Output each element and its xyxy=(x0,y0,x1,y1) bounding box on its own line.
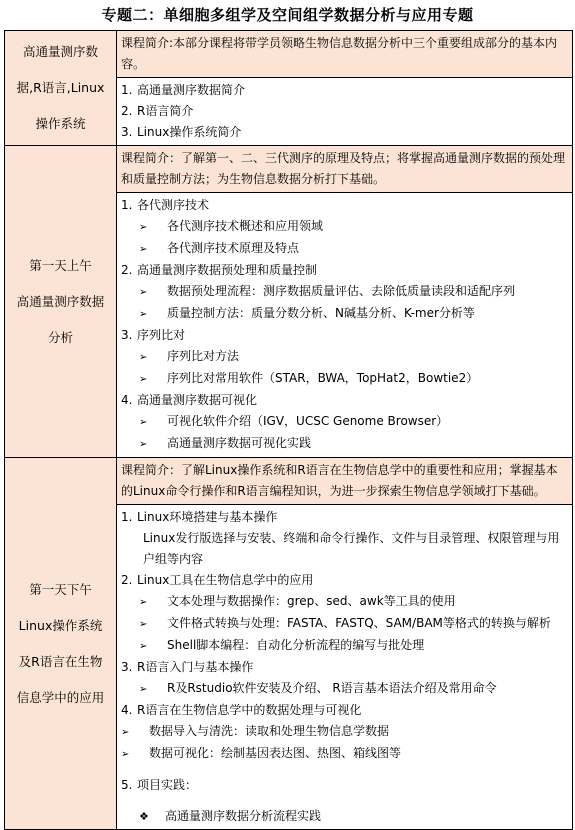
section-2-intro: 课程简介：了解Linux操作系统和R语言在生物信息学中的重要性和应用；掌握基本的Linux命令行操作和R语言编程知识，为进一步探索生物信息学领域打下基础。 xyxy=(117,458,573,505)
section-2-content xyxy=(117,505,573,830)
arrow-bullet-icon: ➢ xyxy=(139,619,148,630)
sub-item-text: 数据导入与清洗：读取和处理生物信息学数据 xyxy=(149,724,390,738)
item-text: Linux操作系统简介 xyxy=(137,125,242,139)
item-text: R语言简介 xyxy=(137,104,194,118)
diamond-bullet-icon: ❖ xyxy=(139,810,149,823)
arrow-bullet-icon: ➢ xyxy=(139,309,148,320)
list-item xyxy=(121,80,568,101)
sub-item-text: 文本处理与数据操作：grep、sed、awk等工具的使用 xyxy=(167,594,456,608)
arrow-bullet-icon: ➢ xyxy=(139,374,148,385)
arrow-bullet-icon: ➢ xyxy=(139,417,148,428)
item-text: R语言入门与基本操作 xyxy=(137,660,254,674)
section-2-label xyxy=(5,458,117,830)
section-0-intro: 课程简介:本部分课程将带学员领略生物信息数据分析中三个重要组成部分的基本内容。 xyxy=(117,31,573,78)
sub-item-text: 各代测序技术原理及特点 xyxy=(167,241,300,255)
sub-item-text: 文件格式转换与处理：FASTA、FASTQ、SAM/BAM等格式的转换与解析 xyxy=(167,616,551,630)
sub-item-text: Shell脚本编程：自动化分析流程的编写与批处理 xyxy=(167,638,425,652)
sub-item-text: 高通量测序数据分析流程实践 xyxy=(165,809,322,823)
section-label-line: 高通量测序数据 xyxy=(16,293,105,309)
item-text: 高通量测序数据预处理和质量控制 xyxy=(137,263,318,277)
arrow-bullet-icon: ➢ xyxy=(139,287,148,298)
item-number: 1. xyxy=(121,198,133,212)
item-text: 各代测序技术 xyxy=(137,198,210,212)
arrow-bullet-icon: ➢ xyxy=(139,352,148,363)
arrow-bullet-icon: ➢ xyxy=(121,727,130,738)
item-number: 3. xyxy=(121,125,133,139)
arrow-bullet-icon: ➢ xyxy=(139,244,148,255)
sub-item-text: 质量控制方法：质量分数分析、N碱基分析、K-mer分析等 xyxy=(167,306,475,320)
section-2-intro-row xyxy=(5,458,573,505)
sub-item-text: R及Rstudio软件安装及介绍、 R语言基本语法介绍及常用命令 xyxy=(167,681,497,695)
arrow-bullet-icon: ➢ xyxy=(139,439,148,450)
sub-item-text: 数据预处理流程：测序数据质量评估、去除低质量读段和适配序列 xyxy=(167,284,516,298)
arrow-bullet-icon: ➢ xyxy=(139,597,148,608)
item-number: 2. xyxy=(121,263,133,277)
section-0-intro-row xyxy=(5,31,573,78)
section-label-line: 操作系统 xyxy=(35,116,86,131)
section-0-content xyxy=(117,78,573,146)
section-1-label xyxy=(5,146,117,458)
section-label-line: 信息学中的应用 xyxy=(16,689,105,705)
section-label-line: 第一天下午 xyxy=(29,581,92,597)
section-label-line: 第一天上午 xyxy=(29,257,92,273)
item-text: 高通量测序数据简介 xyxy=(137,83,246,97)
section-1-intro: 课程简介：了解第一、二、三代测序的原理及特点；将掌握高通量测序数据的预处理和质量控制方法；为生物信息数据分析打下基础。 xyxy=(117,146,573,193)
item-text: 高通量测序数据可视化 xyxy=(137,393,258,407)
document-title: 专题二：单细胞多组学及空间组学数据分析与应用专题 xyxy=(101,6,474,24)
sub-item-text: 数据可视化：绘制基因表达图、热图、箱线图等 xyxy=(149,746,402,760)
item-text: Linux环境搭建与基本操作 xyxy=(137,510,278,524)
section-1-intro-row xyxy=(5,146,573,193)
arrow-bullet-icon: ➢ xyxy=(121,749,130,760)
section-0-label xyxy=(5,31,117,146)
item-number: 5. xyxy=(121,778,133,792)
item-paragraph: Linux发行版选择与安装、终端和命令行操作、文件与目录管理、权限管理与用户组等内容 xyxy=(143,531,560,566)
arrow-bullet-icon: ➢ xyxy=(139,684,148,695)
item-text: 序列比对 xyxy=(137,328,186,342)
syllabus-table xyxy=(4,30,573,830)
item-text: R语言在生物信息学中的数据处理与可视化 xyxy=(137,703,362,717)
item-text: Linux工具在生物信息学中的应用 xyxy=(137,573,314,587)
section-label-line: 据,R语言,Linux xyxy=(16,80,105,95)
item-text: 项目实践： xyxy=(137,778,198,792)
sub-item-text: 可视化软件介绍（IGV，UCSC Genome Browser） xyxy=(167,414,449,428)
section-label-line: 分析 xyxy=(47,329,73,345)
item-number: 4. xyxy=(121,393,133,407)
section-label-line: 及R语言在生物 xyxy=(18,653,103,669)
item-number: 3. xyxy=(121,660,133,674)
sub-item-text: 序列比对方法 xyxy=(167,349,240,363)
arrow-bullet-icon: ➢ xyxy=(139,222,148,233)
item-number: 2. xyxy=(121,573,133,587)
section-label-line: 高通量测序数 xyxy=(22,44,98,59)
sub-item-text: 各代测序技术概述和应用领域 xyxy=(167,219,324,233)
item-number: 4. xyxy=(121,703,133,717)
sub-item-text: 序列比对常用软件（STAR，BWA，TopHat2，Bowtie2） xyxy=(167,371,479,385)
arrow-bullet-icon: ➢ xyxy=(139,641,148,652)
list-item xyxy=(121,122,568,143)
section-label-line: Linux操作系统 xyxy=(18,617,103,633)
section-1-content xyxy=(117,193,573,458)
item-number: 1. xyxy=(121,510,133,524)
sub-item-text: 高通量测序数据可视化实践 xyxy=(167,436,312,450)
item-number: 2. xyxy=(121,104,133,118)
list-item xyxy=(121,101,568,122)
item-number: 1. xyxy=(121,83,133,97)
item-number: 3. xyxy=(121,328,133,342)
